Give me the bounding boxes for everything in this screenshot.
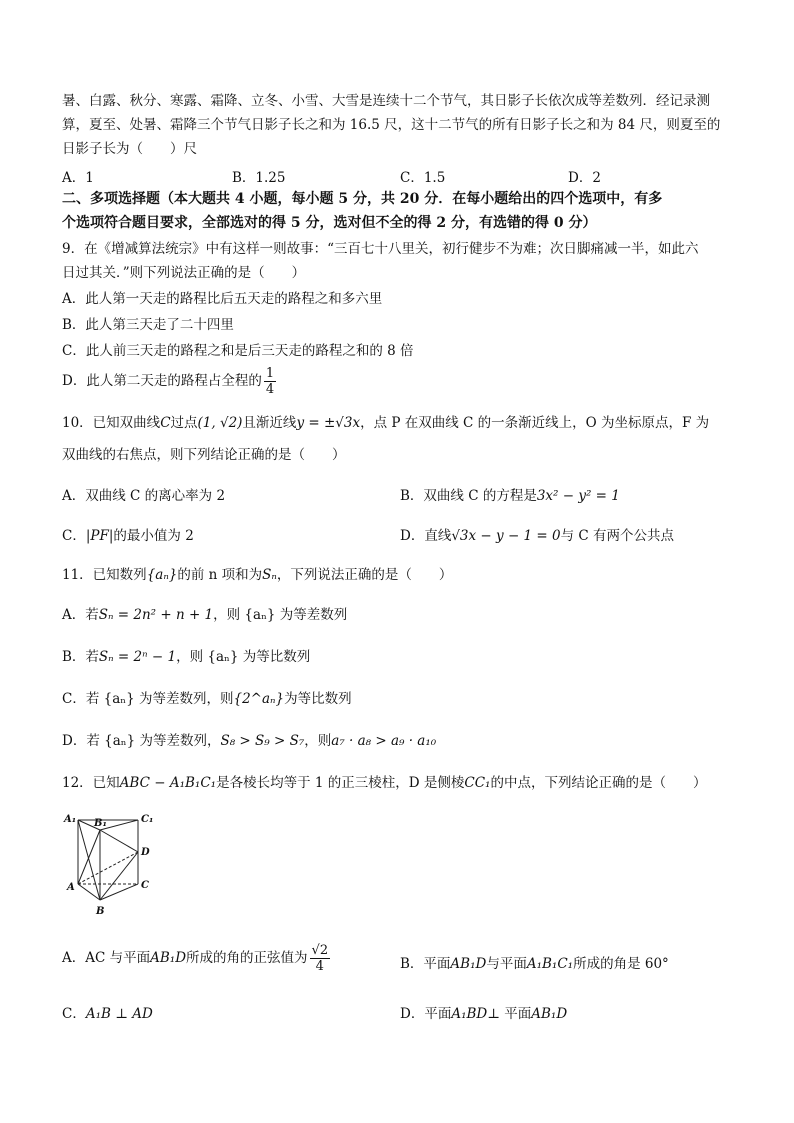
q12-stem-mid: 是各棱长均等于 1 的正三棱柱，D 是侧棱 (216, 775, 465, 791)
q11-option-c (62, 690, 352, 708)
q9-stem-line-1: 9．在《增减算法统宗》中有这样一则故事：“三百七十八里关，初行健步不为难；次日脚痛减一半，如此六 (62, 241, 699, 257)
q11-option-a-equation: Sₙ = 2n² + n + 1 (98, 607, 214, 623)
q11-option-d (62, 732, 436, 750)
q10-option-a: A．双曲线 C 的离心率为 2 (62, 488, 226, 504)
q12-edge: CC₁ (464, 775, 491, 791)
q10-option-b-equation: 3x² − y² = 1 (536, 488, 620, 504)
q12-option-a-plane: AB₁D (150, 950, 187, 966)
line-b-d (100, 852, 138, 900)
q12-option-a-fraction (310, 943, 331, 974)
q9-option-d-text: D．此人第二天走的路程占全程的 (62, 373, 262, 389)
q10-asymptote: y = ±√3x (296, 415, 361, 431)
q10-stem-mid: 过点 (170, 415, 198, 431)
q10-point: (1, √2) (197, 415, 243, 431)
q12-option-b-pre: B．平面 (400, 956, 451, 972)
q8-option-b: B．1.25 (232, 170, 286, 186)
q10-option-d-label: D．直线 (400, 528, 452, 544)
q11-stem-post: ，下列说法正确的是（ ） (276, 567, 453, 583)
q10-option-c-text: 的最小值为 2 (113, 528, 194, 544)
q12-option-c (62, 1002, 153, 1022)
q10-stem-pre: 10．已知双曲线 (62, 415, 161, 431)
q12-option-b-plane-2: A₁B₁C₁ (526, 956, 574, 972)
q9-option-b: B．此人第三天走了二十四里 (62, 317, 234, 333)
q10-option-c-label: C． (62, 528, 86, 544)
q12-option-c-equation: A₁B ⊥ AD (85, 1006, 153, 1022)
q12-stem-post: 的中点，下列结论正确的是（ ） (490, 775, 707, 791)
q8-option-a: A．1 (62, 170, 94, 186)
q8-line-3: 日影子长为（ ）尺 (62, 141, 197, 157)
q11-stem (62, 566, 452, 584)
line-a-b1 (78, 830, 100, 884)
line-a-d-hidden (78, 852, 138, 884)
q12-option-d-pre: D．平面 (400, 1006, 452, 1022)
q12-option-a-pre: A．AC 与平面 (62, 950, 151, 966)
q10-stem-post: ，点 P 在双曲线 C 的一条渐近线上，O 为坐标原点，F 为 (360, 415, 710, 431)
q10-option-b-text: B．双曲线 C 的方程是 (400, 488, 537, 504)
q9-option-d (62, 364, 278, 398)
q11-stem-pre: 11．已知数列 (62, 567, 147, 583)
q11-option-b-equation: Sₙ = 2ⁿ − 1 (98, 649, 177, 665)
q10-stem-mid2: 且渐近线 (242, 415, 297, 431)
q12-stem (62, 774, 706, 792)
q11-option-c-post: 为等比数列 (284, 691, 352, 707)
q12-option-d-plane-2: AB₁D (531, 1006, 568, 1022)
q12-option-d (400, 1002, 567, 1022)
q12-option-c-pre: C． (62, 1006, 86, 1022)
q11-option-a (62, 606, 347, 624)
q12-option-d-plane: A₁BD (451, 1006, 488, 1022)
q11-option-d-mid: ，则 (304, 733, 332, 749)
section2-heading-line-2: 个选项符合题目要求，全部选对的得 5 分，选对但不全的得 2 分，有选错的得 0 分） (62, 215, 597, 231)
q12-option-b (400, 952, 669, 972)
q10-option-c-abs: |PF| (85, 528, 114, 544)
q8-line-2: 算，夏至、处暑、霜降三个节气日影子长之和为 16.5 尺，这十二节气的所有日影子长之和为 84 尺，则夏至的 (62, 117, 721, 133)
line-b1-d (100, 830, 138, 852)
q10-option-d (400, 524, 674, 544)
q12-option-d-mid: ⊥ 平面 (487, 1006, 532, 1022)
q10-option-b (400, 484, 620, 504)
q8-option-c: C．1.5 (400, 170, 446, 186)
fraction-denominator: 4 (315, 959, 324, 974)
q11-option-b (62, 648, 310, 666)
q12-option-b-plane: AB₁D (450, 956, 487, 972)
q11-option-d-pre: D．若 {aₙ} 为等差数列， (62, 733, 221, 749)
q12-option-a (62, 938, 332, 978)
q8-option-d: D．2 (568, 170, 601, 186)
line-a1-b (78, 820, 100, 900)
q11-sequence: {aₙ} (146, 567, 178, 583)
q11-option-c-equation: {2^aₙ} (233, 691, 285, 707)
prism-figure (62, 808, 162, 920)
label-c1: C₁ (141, 814, 154, 825)
q11-sum: Sₙ (262, 567, 277, 583)
q12-prism: ABC − A₁B₁C₁ (119, 775, 217, 791)
label-c: C (141, 880, 149, 891)
label-a1: A₁ (64, 814, 77, 825)
q9-option-c: C．此人前三天走的路程之和是后三天走的路程之和的 8 倍 (62, 343, 414, 359)
section2-heading-line-1: 二、多项选择题（本大题共 4 小题，每小题 5 分，共 20 分．在每小题给出的四个选项中，有多 (62, 191, 663, 207)
q11-option-d-equation: S₈ > S₉ > S₇ (220, 733, 305, 749)
q11-option-a-pre: A．若 (62, 607, 99, 623)
q10-option-c (62, 524, 194, 544)
q9-option-a: A．此人第一天走的路程比后五天走的路程之和多六里 (62, 291, 383, 307)
q10-stem-line-2: 双曲线的右焦点，则下列结论正确的是（ ） (62, 447, 346, 463)
q12-option-b-post: 所成的角是 60° (573, 956, 669, 972)
q10-stem-line-1 (62, 414, 709, 432)
q11-option-c-pre: C．若 {aₙ} 为等差数列，则 (62, 691, 234, 707)
label-b: B (96, 906, 105, 917)
q11-option-d-equation-2: a₇ · a₈ > a₉ · a₁₀ (331, 733, 437, 749)
q11-stem-mid: 的前 n 项和为 (177, 567, 263, 583)
q11-option-a-post: ，则 {aₙ} 为等差数列 (213, 607, 348, 623)
q9-option-d-fraction (264, 366, 276, 397)
q8-line-1: 暑、白露、秋分、寒露、霜降、立冬、小雪、大雪是连续十二个节气，其日影子长依次成等差数列．经记录测 (62, 93, 710, 109)
label-b1: B₁ (94, 818, 107, 829)
q10-curve-var: C (160, 415, 171, 431)
fraction-numerator: √2 (311, 943, 329, 958)
q11-option-b-pre: B．若 (62, 649, 99, 665)
q12-stem-pre: 12．已知 (62, 775, 120, 791)
q12-option-b-mid: 与平面 (486, 956, 527, 972)
label-a: A (67, 882, 75, 893)
fraction-denominator: 4 (265, 382, 275, 397)
label-d: D (141, 847, 150, 858)
q9-stem-line-2: 日过其关．”则下列说法正确的是（ ） (62, 265, 306, 281)
fraction-numerator: 1 (265, 366, 275, 381)
q10-option-d-equation: √3x − y − 1 = 0 (451, 528, 561, 544)
q11-option-b-post: ，则 {aₙ} 为等比数列 (176, 649, 311, 665)
q12-option-a-post: 所成的角的正弦值为 (186, 950, 308, 966)
q10-option-d-text: 与 C 有两个公共点 (560, 528, 675, 544)
